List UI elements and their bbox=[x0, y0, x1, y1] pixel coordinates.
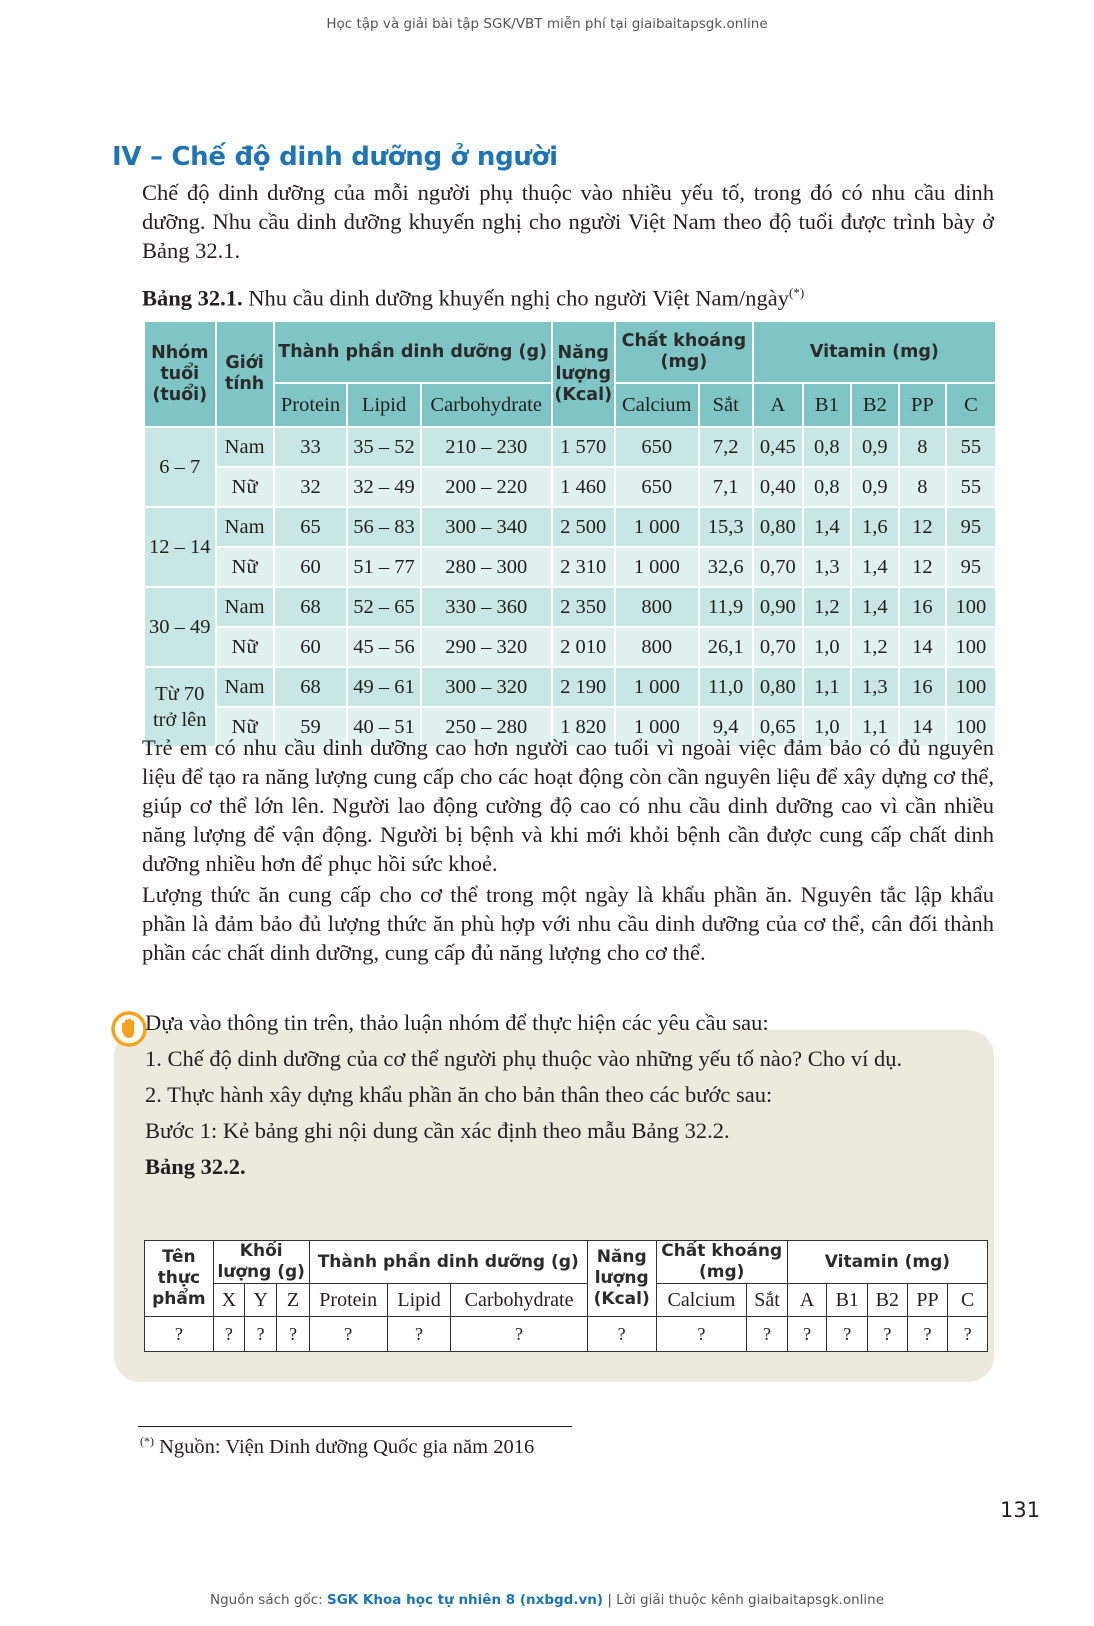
cell-lipid: 32 – 49 bbox=[347, 467, 421, 507]
age-group-cell: 6 – 7 bbox=[144, 427, 216, 507]
nutrition-table bbox=[143, 320, 997, 748]
cell-c: 100 bbox=[946, 587, 996, 627]
raised-hand-icon bbox=[110, 1010, 148, 1048]
cell-energy: 2 010 bbox=[552, 627, 615, 667]
sex-cell: Nam bbox=[216, 427, 274, 467]
cell-carb: 300 – 320 bbox=[421, 667, 552, 707]
cell-carb: 290 – 320 bbox=[421, 627, 552, 667]
cell-lipid: 52 – 65 bbox=[347, 587, 421, 627]
cell-b2: 1,1 bbox=[851, 707, 899, 747]
table1-caption bbox=[142, 278, 994, 313]
cell-a: 0,70 bbox=[753, 547, 803, 587]
table-row bbox=[144, 507, 996, 547]
cell-c: 95 bbox=[946, 547, 996, 587]
table1-caption-text: Nhu cầu dinh dưỡng khuyến nghị cho người Việt Nam/ngày bbox=[248, 285, 789, 311]
sex-cell: Nữ bbox=[216, 707, 274, 747]
cell-a: 0,65 bbox=[753, 707, 803, 747]
placeholder-cell: ? bbox=[309, 1317, 387, 1352]
cell-pp: 14 bbox=[899, 627, 946, 667]
sex-cell: Nữ bbox=[216, 467, 274, 507]
footnote-text: Nguồn: Viện Dinh dưỡng Quốc gia năm 2016 bbox=[154, 1435, 535, 1458]
cell-lipid: 49 – 61 bbox=[347, 667, 421, 707]
cell-pp: 16 bbox=[899, 667, 946, 707]
t2-header-calcium: Calcium bbox=[656, 1284, 747, 1317]
cell-b2: 0,9 bbox=[851, 467, 899, 507]
cell-iron: 11,0 bbox=[699, 667, 753, 707]
bottom-credit-source: SGK Khoa học tự nhiên 8 (nxbgd.vn) bbox=[326, 1592, 604, 1608]
cell-pp: 8 bbox=[899, 427, 946, 467]
placeholder-cell: ? bbox=[656, 1317, 747, 1352]
t2-header-protein: Protein bbox=[309, 1284, 387, 1317]
t2-header-minerals: Chất khoáng (mg) bbox=[656, 1241, 787, 1284]
age-group-cell: 30 – 49 bbox=[144, 587, 216, 667]
header-vitamins: Vitamin (mg) bbox=[753, 321, 996, 383]
body-paragraph-1: Trẻ em có nhu cầu dinh dưỡng cao hơn người cao tuổi vì ngoài việc đảm bảo có đủ nguyên liệu để tạo ra năng lượng cung cấp cho các hoạt động còn cần nguyên liệu để xây dựng cơ thể, giúp cơ thể lớn lên. Người lao động cường độ cao có nhu cầu dinh dưỡng cao vì cần nhiều năng lượng để vận động. Người bị bệnh và khi mới khỏi bệnh cần được cung cấp chất dinh dưỡng nhiều hơn để phục hồi sức khoẻ. bbox=[142, 735, 994, 876]
cell-protein: 68 bbox=[274, 587, 348, 627]
age-group-cell: Từ 70 trở lên bbox=[144, 667, 216, 747]
cell-calcium: 1 000 bbox=[615, 667, 699, 707]
cell-b1: 1,3 bbox=[803, 547, 851, 587]
cell-carb: 330 – 360 bbox=[421, 587, 552, 627]
cell-calcium: 650 bbox=[615, 427, 699, 467]
table-row bbox=[144, 547, 996, 587]
placeholder-cell: ? bbox=[787, 1317, 827, 1352]
cell-a: 0,80 bbox=[753, 507, 803, 547]
placeholder-cell: ? bbox=[907, 1317, 948, 1352]
sex-cell: Nam bbox=[216, 667, 274, 707]
cell-calcium: 1 000 bbox=[615, 707, 699, 747]
placeholder-cell: ? bbox=[213, 1317, 244, 1352]
t2-header-vitamins: Vitamin (mg) bbox=[787, 1241, 987, 1284]
cell-b1: 0,8 bbox=[803, 427, 851, 467]
cell-a: 0,40 bbox=[753, 467, 803, 507]
cell-energy: 2 310 bbox=[552, 547, 615, 587]
activity-intro: Dựa vào thông tin trên, thảo luận nhóm để thực hiện các yêu cầu sau: bbox=[145, 1010, 769, 1035]
table-row bbox=[144, 427, 996, 467]
placeholder-cell: ? bbox=[747, 1317, 788, 1352]
cell-energy: 1 820 bbox=[552, 707, 615, 747]
placeholder-cell: ? bbox=[587, 1317, 656, 1352]
cell-energy: 2 500 bbox=[552, 507, 615, 547]
cell-iron: 26,1 bbox=[699, 627, 753, 667]
cell-energy: 1 460 bbox=[552, 467, 615, 507]
t2-header-vitamin-a: A bbox=[787, 1284, 827, 1317]
sex-cell: Nữ bbox=[216, 547, 274, 587]
cell-protein: 60 bbox=[274, 547, 348, 587]
bottom-credit-suffix: | Lời giải thuộc kênh giaibaitapsgk.online bbox=[603, 1592, 885, 1608]
cell-b2: 1,4 bbox=[851, 547, 899, 587]
t2-header-nutrients: Thành phần dinh dưỡng (g) bbox=[309, 1241, 587, 1284]
cell-lipid: 56 – 83 bbox=[347, 507, 421, 547]
cell-b1: 0,8 bbox=[803, 467, 851, 507]
activity-question-2: 2. Thực hành xây dựng khẩu phần ăn cho bản thân theo các bước sau: bbox=[145, 1082, 773, 1107]
header-carbohydrate: Carbohydrate bbox=[421, 383, 552, 427]
sex-cell: Nam bbox=[216, 587, 274, 627]
cell-lipid: 45 – 56 bbox=[347, 627, 421, 667]
footnote-marker: (*) bbox=[140, 1434, 154, 1448]
cell-lipid: 51 – 77 bbox=[347, 547, 421, 587]
cell-iron: 9,4 bbox=[699, 707, 753, 747]
t2-header-x: X bbox=[213, 1284, 244, 1317]
age-group-cell: 12 – 14 bbox=[144, 507, 216, 587]
header-vitamin-b2: B2 bbox=[851, 383, 899, 427]
cell-c: 55 bbox=[946, 427, 996, 467]
cell-a: 0,90 bbox=[753, 587, 803, 627]
t2-header-y: Y bbox=[245, 1284, 277, 1317]
t2-header-z: Z bbox=[277, 1284, 309, 1317]
cell-pp: 16 bbox=[899, 587, 946, 627]
table1-caption-note: (*) bbox=[789, 285, 805, 300]
placeholder-cell: ? bbox=[451, 1317, 587, 1352]
cell-b2: 1,2 bbox=[851, 627, 899, 667]
cell-b1: 1,1 bbox=[803, 667, 851, 707]
table2-caption: Bảng 32.2. bbox=[145, 1154, 246, 1179]
sex-cell: Nữ bbox=[216, 627, 274, 667]
header-vitamin-a: A bbox=[753, 383, 803, 427]
t2-header-food: Tên thực phẩm bbox=[145, 1241, 214, 1317]
cell-c: 55 bbox=[946, 467, 996, 507]
sex-cell: Nam bbox=[216, 507, 274, 547]
table-row bbox=[144, 627, 996, 667]
t2-header-vitamin-c: C bbox=[948, 1284, 988, 1317]
placeholder-cell: ? bbox=[387, 1317, 451, 1352]
cell-pp: 8 bbox=[899, 467, 946, 507]
cell-a: 0,45 bbox=[753, 427, 803, 467]
placeholder-cell: ? bbox=[277, 1317, 309, 1352]
cell-protein: 60 bbox=[274, 627, 348, 667]
cell-b2: 1,6 bbox=[851, 507, 899, 547]
cell-b2: 1,3 bbox=[851, 667, 899, 707]
cell-protein: 33 bbox=[274, 427, 348, 467]
table1-caption-label: Bảng 32.1. bbox=[142, 285, 243, 311]
cell-b2: 0,9 bbox=[851, 427, 899, 467]
cell-b1: 1,0 bbox=[803, 627, 851, 667]
placeholder-cell: ? bbox=[145, 1317, 214, 1352]
cell-b1: 1,4 bbox=[803, 507, 851, 547]
cell-energy: 1 570 bbox=[552, 427, 615, 467]
header-nutrients: Thành phần dinh dưỡng (g) bbox=[274, 321, 552, 383]
cell-b1: 1,2 bbox=[803, 587, 851, 627]
activity-step-1: Bước 1: Kẻ bảng ghi nội dung cần xác định theo mẫu Bảng 32.2. bbox=[145, 1118, 730, 1143]
header-calcium: Calcium bbox=[615, 383, 699, 427]
header-lipid: Lipid bbox=[347, 383, 421, 427]
t2-placeholder-row bbox=[145, 1317, 988, 1352]
header-vitamin-b1: B1 bbox=[803, 383, 851, 427]
t2-header-carbohydrate: Carbohydrate bbox=[451, 1284, 587, 1317]
body-paragraph-2: Lượng thức ăn cung cấp cho cơ thể trong một ngày là khẩu phần ăn. Nguyên tắc lập khẩu phần là đảm bảo đủ lượng thức ăn phù hợp với nhu cầu dinh dưỡng của cơ thể, cân đối thành phần các chất dinh dưỡng, cung cấp đủ năng lượng cho cơ thể. bbox=[142, 882, 994, 965]
cell-carb: 300 – 340 bbox=[421, 507, 552, 547]
header-vitamin-c: C bbox=[946, 383, 996, 427]
t2-header-vitamin-b2: B2 bbox=[868, 1284, 908, 1317]
table-row bbox=[144, 587, 996, 627]
cell-calcium: 800 bbox=[615, 627, 699, 667]
section-title: IV – Chế độ dinh dưỡng ở người bbox=[112, 142, 558, 172]
placeholder-cell: ? bbox=[948, 1317, 988, 1352]
t2-header-energy: Năng lượng (Kcal) bbox=[587, 1241, 656, 1317]
cell-a: 0,70 bbox=[753, 627, 803, 667]
header-minerals: Chất khoáng (mg) bbox=[615, 321, 753, 383]
cell-calcium: 650 bbox=[615, 467, 699, 507]
cell-pp: 12 bbox=[899, 507, 946, 547]
footnote bbox=[140, 1434, 534, 1459]
header-iron: Sắt bbox=[699, 383, 753, 427]
header-age-group: Nhóm tuổi (tuổi) bbox=[144, 321, 216, 427]
cell-energy: 2 350 bbox=[552, 587, 615, 627]
placeholder-cell: ? bbox=[827, 1317, 868, 1352]
cell-calcium: 1 000 bbox=[615, 547, 699, 587]
cell-iron: 7,1 bbox=[699, 467, 753, 507]
diet-plan-table bbox=[144, 1240, 988, 1352]
footnote-rule bbox=[138, 1426, 572, 1427]
cell-a: 0,80 bbox=[753, 667, 803, 707]
t2-header-weight: Khối lượng (g) bbox=[213, 1241, 309, 1284]
cell-b1: 1,0 bbox=[803, 707, 851, 747]
page-number: 131 bbox=[1000, 1498, 1041, 1522]
cell-energy: 2 190 bbox=[552, 667, 615, 707]
cell-iron: 11,9 bbox=[699, 587, 753, 627]
table-row bbox=[144, 467, 996, 507]
cell-protein: 59 bbox=[274, 707, 348, 747]
t2-header-lipid: Lipid bbox=[387, 1284, 451, 1317]
cell-protein: 65 bbox=[274, 507, 348, 547]
placeholder-cell: ? bbox=[868, 1317, 908, 1352]
cell-lipid: 40 – 51 bbox=[347, 707, 421, 747]
cell-iron: 7,2 bbox=[699, 427, 753, 467]
cell-b2: 1,4 bbox=[851, 587, 899, 627]
cell-iron: 15,3 bbox=[699, 507, 753, 547]
cell-carb: 210 – 230 bbox=[421, 427, 552, 467]
t2-header-iron: Sắt bbox=[747, 1284, 788, 1317]
top-credit: Học tập và giải bài tập SGK/VBT miễn phí tại giaibaitapsgk.online bbox=[326, 16, 768, 32]
header-energy: Năng lượng (Kcal) bbox=[552, 321, 615, 427]
cell-c: 95 bbox=[946, 507, 996, 547]
header-sex: Giới tính bbox=[216, 321, 274, 427]
cell-carb: 250 – 280 bbox=[421, 707, 552, 747]
cell-protein: 68 bbox=[274, 667, 348, 707]
cell-c: 100 bbox=[946, 667, 996, 707]
cell-pp: 14 bbox=[899, 707, 946, 747]
placeholder-cell: ? bbox=[245, 1317, 277, 1352]
t2-header-vitamin-b1: B1 bbox=[827, 1284, 868, 1317]
t2-header-vitamin-pp: PP bbox=[907, 1284, 948, 1317]
cell-c: 100 bbox=[946, 707, 996, 747]
cell-carb: 200 – 220 bbox=[421, 467, 552, 507]
cell-lipid: 35 – 52 bbox=[347, 427, 421, 467]
cell-iron: 32,6 bbox=[699, 547, 753, 587]
activity-question-1: 1. Chế độ dinh dưỡng của cơ thể người phụ thuộc vào những yếu tố nào? Cho ví dụ. bbox=[145, 1046, 903, 1071]
cell-carb: 280 – 300 bbox=[421, 547, 552, 587]
cell-pp: 12 bbox=[899, 547, 946, 587]
header-protein: Protein bbox=[274, 383, 348, 427]
cell-protein: 32 bbox=[274, 467, 348, 507]
bottom-credit-prefix: Nguồn sách gốc: bbox=[209, 1592, 327, 1608]
cell-c: 100 bbox=[946, 627, 996, 667]
bottom-credit bbox=[0, 1592, 1094, 1608]
intro-paragraph: Chế độ dinh dưỡng của mỗi người phụ thuộc vào nhiều yếu tố, trong đó có nhu cầu dinh dưỡng. Nhu cầu dinh dưỡng khuyến nghị cho người Việt Nam theo độ tuổi được trình bày ở Bảng 32.1. bbox=[142, 180, 994, 263]
cell-calcium: 1 000 bbox=[615, 507, 699, 547]
table-row bbox=[144, 667, 996, 707]
header-vitamin-pp: PP bbox=[899, 383, 946, 427]
cell-calcium: 800 bbox=[615, 587, 699, 627]
